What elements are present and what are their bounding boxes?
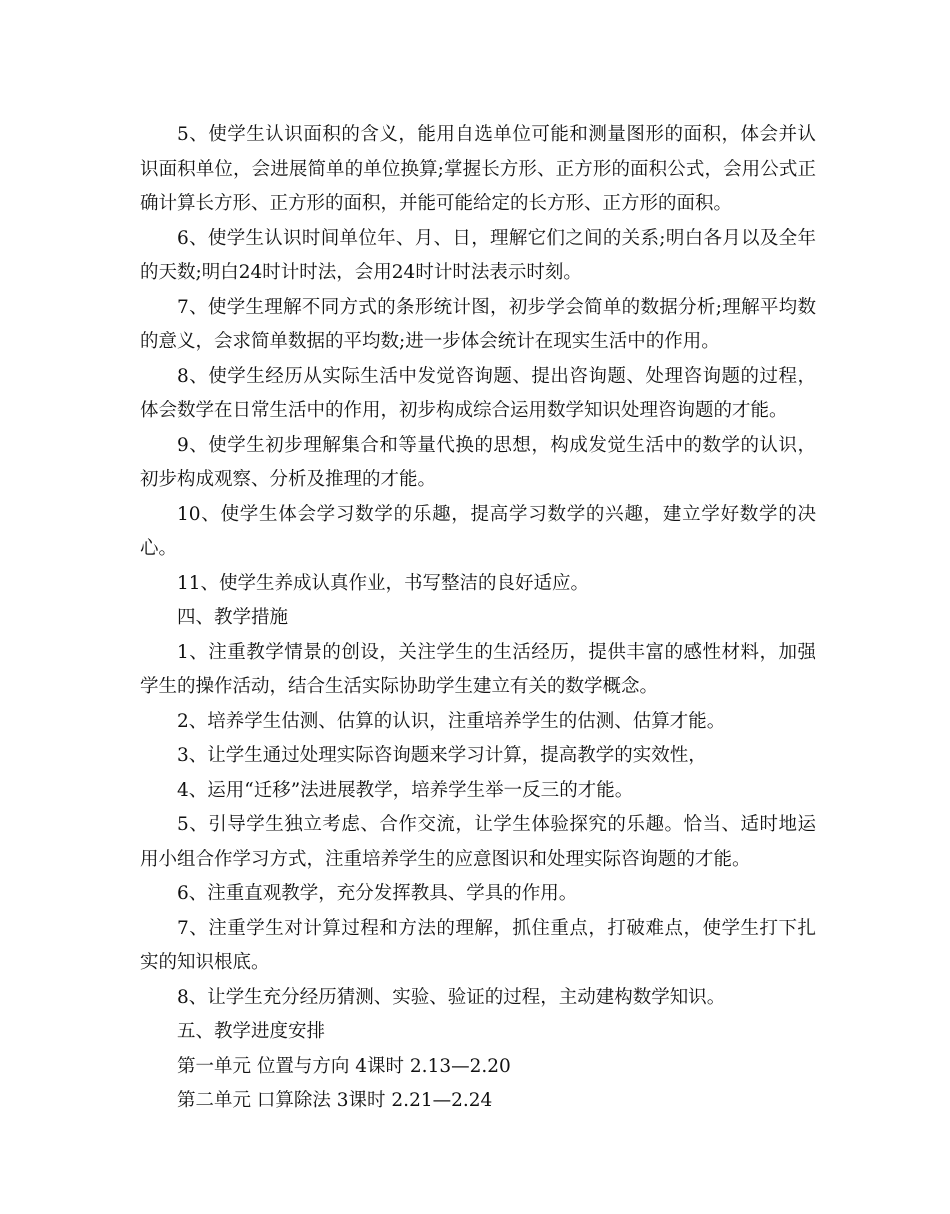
paragraph-problem-solving: 8、使学生经历从实际生活中发觉咨询题、提出咨询题、处理咨询题的过程，体会数学在日常生活中的作用，初步构成综合运用数学知识处理咨询题的才能。: [140, 365, 816, 421]
paragraph-set-theory: 9、使学生初步理解集合和等量代换的思想，构成发觉生活中的数学的认识，初步构成观察、分析及推理的才能。: [140, 434, 816, 490]
paragraph-homework-habits: 11、使学生养成认真作业，书写整洁的良好适应。: [177, 572, 590, 594]
paragraph-measure-4: 4、运用“迁移”法进展教学，培养学生举一反三的才能。: [177, 779, 634, 801]
paragraph-measure-7: 7、注重学生对计算过程和方法的理解，抓住重点，打破难点，使学生打下扎实的知识根底。: [140, 917, 816, 973]
section-heading-schedule: 五、教学进度安排: [177, 1021, 326, 1042]
document-body: [140, 118, 816, 1119]
paragraph-measure-5: 5、引导学生独立考虑、合作交流，让学生体验探究的乐趣。恰当、适时地运用小组合作学习方式，注重培养学生的应意图识和处理实际咨询题的才能。: [140, 814, 816, 870]
paragraph-measure-6: 6、注重直观教学，充分发挥教具、学具的作用。: [177, 883, 578, 904]
paragraph-measure-1: 1、注重教学情景的创设，关注学生的生活经历，提供丰富的感性材料，加强学生的操作活动，结合生活实际协助学生建立有关的数学概念。: [140, 641, 816, 697]
paragraph-measure-2: 2、培养学生估测、估算的认识，注重培养学生的估测、估算才能。: [177, 710, 726, 732]
schedule-unit-1: 第一单元 位置与方向 4课时 2.13—2.20: [177, 1055, 511, 1077]
paragraph-measure-3: 3、让学生通过处理实际咨询题来学习计算，提高教学的实效性，: [177, 745, 707, 766]
paragraph-time-units: 6、使学生认识时间单位年、月、日，理解它们之间的关系;明白各月以及全年的天数;明白24时计时法，会用24时计时法表示时刻。: [140, 227, 816, 283]
section-heading-teaching-measures: 四、教学措施: [177, 607, 289, 628]
paragraph-measure-8: 8、让学生充分经历猜测、实验、验证的过程，主动建构数学知识。: [177, 986, 726, 1008]
paragraph-area-units: 5、使学生认识面积的含义，能用自选单位可能和测量图形的面积，体会并认识面积单位，会进展简单的单位换算;掌握长方形、正方形的面积公式，会用公式正确计算长方形、正方形的面积，并能可能给定的长方形、正方形的面积。: [140, 124, 816, 214]
paragraph-bar-charts: 7、使学生理解不同方式的条形统计图，初步学会简单的数据分析;理解平均数的意义，会求简单数据的平均数;进一步体会统计在现实生活中的作用。: [140, 296, 816, 352]
schedule-unit-2: 第二单元 口算除法 3课时 2.21—2.24: [177, 1090, 493, 1111]
paragraph-interest: 10、使学生体会学习数学的乐趣，提高学习数学的兴趣，建立学好数学的决心。: [140, 503, 816, 559]
